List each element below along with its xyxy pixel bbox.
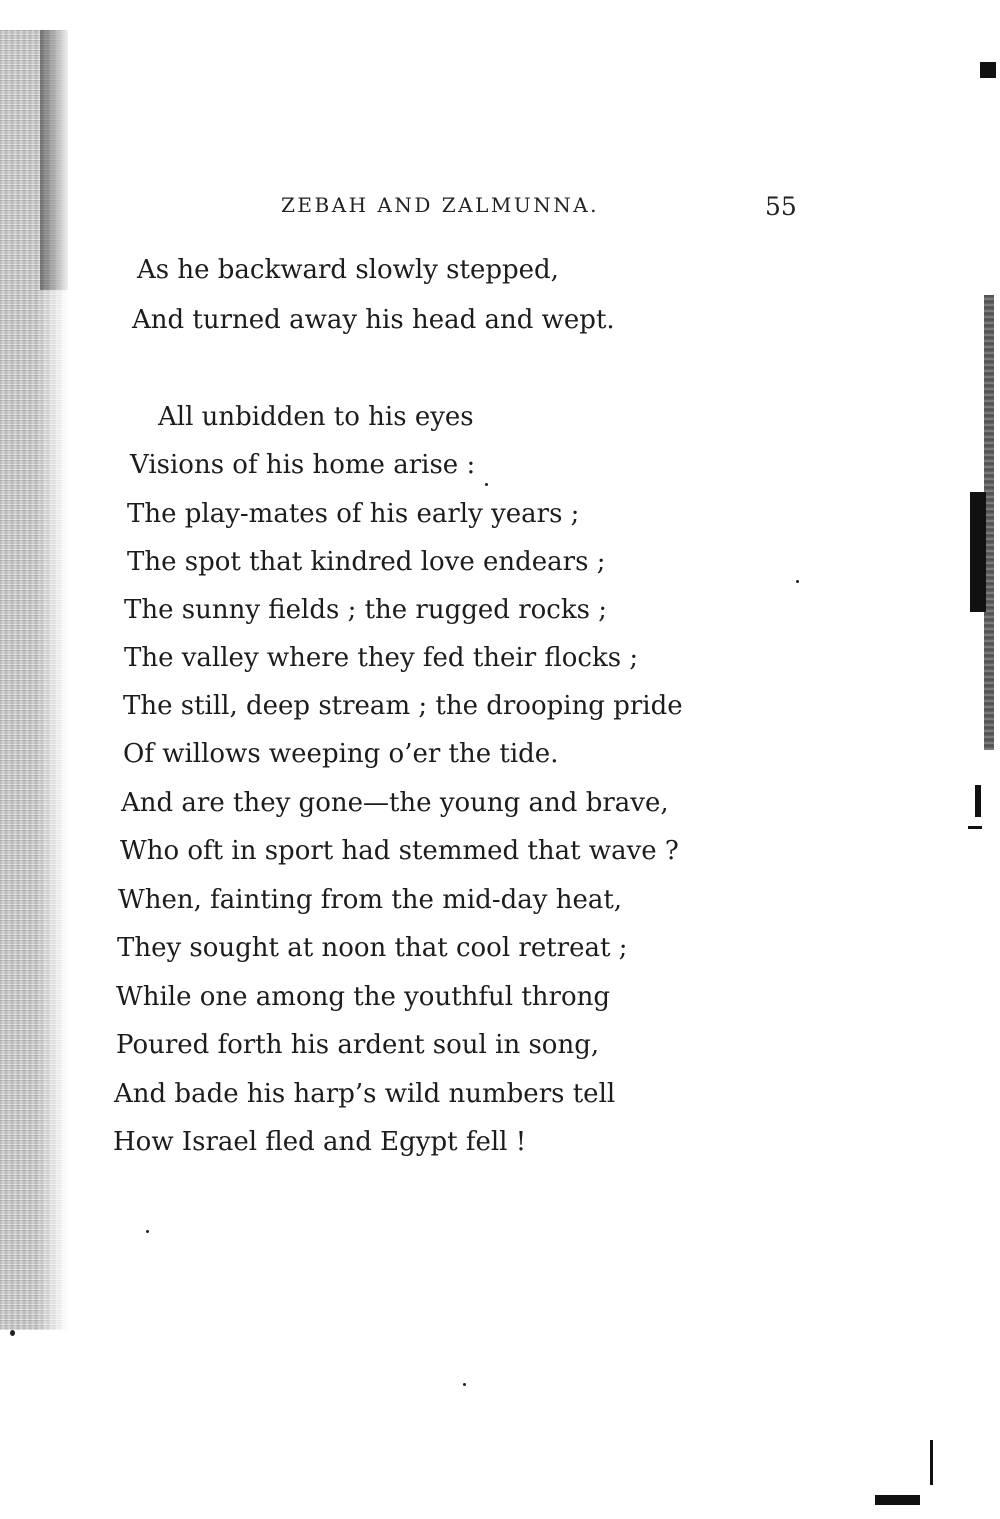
edge-mark — [875, 1495, 920, 1505]
verse-line: And are they gone—the young and brave, — [121, 788, 669, 818]
edge-mark — [980, 62, 996, 78]
edge-mark — [930, 1440, 933, 1485]
page-number: 55 — [765, 192, 797, 221]
verse-line: And turned away his head and wept. — [132, 305, 615, 335]
verse-line: When, fainting from the mid-day heat, — [118, 885, 623, 915]
verse-line: While one among the youthful throng — [116, 982, 610, 1012]
verse-line: Visions of his home arise : — [130, 450, 476, 480]
verse-line: They sought at noon that cool retreat ; — [117, 933, 628, 963]
verse-line: How Israel fled and Egypt fell ! — [113, 1127, 527, 1157]
verse-line: The play-mates of his early years ; — [127, 499, 580, 529]
verse-line: As he backward slowly stepped, — [137, 255, 559, 285]
verse-line: Who oft in sport had stemmed that wave ? — [120, 836, 679, 866]
scan-speck — [485, 483, 488, 486]
scan-speck — [146, 1230, 149, 1233]
verse-line: Of willows weeping o’er the tide. — [123, 739, 559, 769]
verse-line: All unbidden to his eyes — [158, 402, 474, 432]
verse-line: Poured forth his ardent soul in song, — [116, 1030, 600, 1060]
verse-line: The sunny fields ; the rugged rocks ; — [124, 595, 607, 625]
binding-shadow — [40, 30, 68, 290]
scan-speck — [10, 1330, 15, 1336]
edge-mark — [970, 492, 986, 612]
running-head: ZEBAH AND ZALMUNNA. — [281, 193, 600, 217]
verse-line: The still, deep stream ; the drooping pride — [123, 691, 683, 721]
scan-speck — [463, 1383, 466, 1386]
verse-line: The valley where they fed their flocks ; — [124, 643, 639, 673]
edge-mark — [975, 785, 981, 817]
verse-line: And bade his harp’s wild numbers tell — [114, 1079, 616, 1109]
verse-line: The spot that kindred love endears ; — [127, 547, 606, 577]
edge-mark — [968, 826, 982, 829]
scan-speck — [796, 580, 799, 583]
